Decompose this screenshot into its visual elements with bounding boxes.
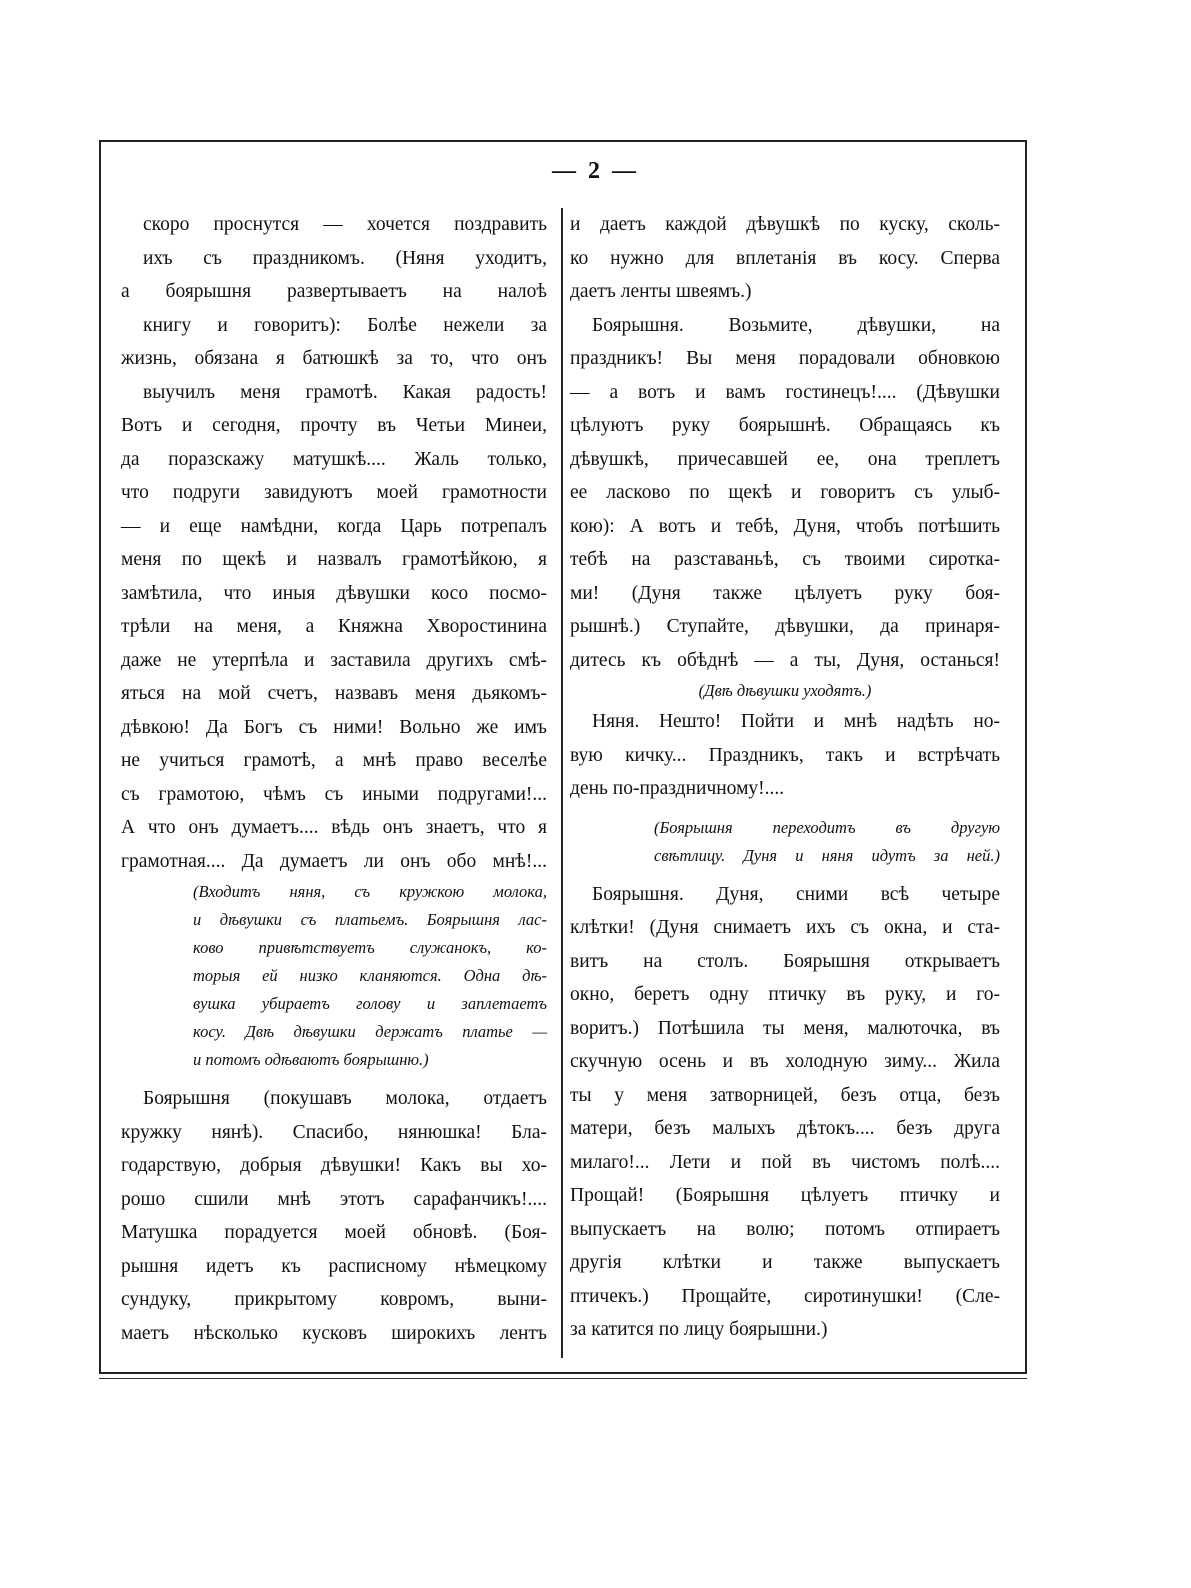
text-line: — а вотъ и вамъ гостинецъ!.... (Дѣвушки (570, 381, 1000, 403)
text-line: замѣтила, что иныя дѣвушки косо посмо- (121, 582, 547, 604)
text-line: яться на мой счетъ, назвавъ меня дьякомъ- (121, 683, 547, 704)
stage-line: торыя ей низко кланяются. Одна дѣ- (193, 966, 547, 985)
text-line: воритъ.) Потѣшила ты меня, малюточка, въ (570, 1017, 1000, 1039)
text-line: скучную осень и въ холодную зиму... Жила (570, 1051, 1000, 1072)
text-line: трѣли на меня, а Княжна Хворостинина (121, 616, 547, 637)
text-line: матери, безъ малыхъ дѣтокъ.... безъ друга (570, 1118, 1000, 1139)
text-line: за катится по лицу боярышни.) (570, 1319, 828, 1340)
text-line: витъ на столъ. Боярышня открываетъ (570, 950, 1000, 972)
text-line: рышня идетъ къ расписному нѣмецкому (121, 1255, 547, 1277)
text-line: Боярышня (покушавъ молока, отдаетъ (143, 1088, 547, 1109)
text-line: а боярышня развертываетъ на налоѣ (121, 281, 547, 302)
text-line: да поразскажу матушкѣ.... Жаль только, (121, 448, 547, 470)
text-line: годарствую, добрыя дѣвушки! Какъ вы хо- (121, 1155, 547, 1176)
right-column (570, 208, 1000, 1347)
bottom-rule-thin (99, 1378, 1027, 1379)
text-line: праздникъ! Вы меня порадовали обновкою (570, 348, 1000, 369)
text-line: Боярышня. Дуня, сними всѣ четыре (592, 883, 1000, 905)
text-line: ты у меня затворницей, безъ отца, безъ (570, 1084, 1000, 1106)
stage-direction (570, 814, 1000, 870)
text-line: скоро проснутся — хочется поздравить (143, 214, 547, 235)
bottom-rule (99, 1372, 1027, 1374)
text-line: дѣвушкѣ, причесавшей ее, она треплетъ (570, 448, 1000, 470)
stage-direction: (Двѣ дѣвушки уходятъ.) (698, 681, 872, 700)
text-line: книгу и говоритъ): Болѣе нежели за (143, 314, 547, 336)
text-line: и даетъ каждой дѣвушкѣ по куску, сколь- (570, 214, 1000, 235)
text-line: вую кичку... Праздникъ, такъ и встрѣчать (570, 744, 1000, 766)
text-line: милаго!... Лети и пой въ чистомъ полѣ.... (570, 1151, 1000, 1173)
text-line: жизнь, обязана я батюшкѣ за то, что онъ (121, 348, 547, 369)
text-line: что подруги завидуютъ моей грамотности (121, 482, 547, 503)
text-line: маетъ нѣсколько кусковъ широкихъ лентъ (121, 1322, 547, 1344)
stage-line: вушка убираетъ голову и заплетаетъ (193, 994, 547, 1013)
text-line: другія клѣтки и также выпускаетъ (570, 1252, 1000, 1273)
text-line: Вотъ и сегодня, прочту въ Четьи Минеи, (121, 415, 547, 436)
text-line: цѣлуютъ руку боярышнѣ. Обращаясь къ (570, 415, 1000, 436)
text-line: не учиться грамотѣ, а мнѣ право веселѣе (121, 750, 547, 771)
text-line: окно, беретъ одну птичку въ руку, и го- (570, 984, 1000, 1005)
stage-line: и потомъ одѣваютъ боярышню.) (193, 1050, 429, 1069)
text-line: рошо сшили мнѣ этотъ сарафанчикъ!.... (121, 1188, 547, 1210)
column-divider (561, 208, 563, 1358)
text-line: — и еще намѣдни, когда Царь потрепалъ (121, 515, 547, 537)
text-line: кою): А вотъ и тебѣ, Дуня, чтобъ потѣшить (570, 515, 1000, 537)
stage-direction (121, 878, 547, 1074)
stage-line: (Входитъ няня, съ кружкою молока, (193, 882, 547, 901)
stage-line: (Боярышня переходитъ въ другую (654, 817, 1000, 837)
text-line: дитесь къ обѣднѣ — а ты, Дуня, останься! (570, 649, 1000, 671)
text-line: кружку нянѣ). Спасибо, нянюшка! Бла- (121, 1121, 547, 1143)
text-line: птичекъ.) Прощайте, сиротинушки! (Сле- (570, 1285, 1000, 1307)
text-line: ко нужно для вплетанія въ косу. Сперва (570, 247, 1000, 269)
stage-line: свѣтлицу. Дуня и няня идутъ за ней.) (654, 845, 1000, 865)
text-line: выучилъ меня грамотѣ. Какая радость! (143, 381, 547, 403)
text-line: меня по щекѣ и назвалъ грамотѣйкою, я (121, 549, 547, 570)
stage-line: и дѣвушки съ платьемъ. Боярышня лас- (193, 910, 547, 929)
text-line: съ грамотою, чѣмъ съ иными подругами!... (121, 783, 547, 805)
text-line: рышнѣ.) Ступайте, дѣвушки, да принаря- (570, 616, 1000, 637)
text-line: даже не утерпѣла и заставила другихъ смѣ- (121, 649, 547, 671)
stage-line: ково привѣтствуетъ служанокъ, ко- (193, 938, 547, 957)
text-line: грамотная.... Да думаетъ ли онъ обо мнѣ!... (121, 850, 547, 872)
text-line: день по-праздничному!.... (570, 778, 785, 799)
text-line: ми! (Дуня также цѣлуетъ руку боя- (570, 582, 1000, 604)
text-line: ее ласково по щекѣ и говоритъ съ улыб- (570, 482, 1000, 503)
text-line: ихъ съ праздникомъ. (Няня уходитъ, (143, 247, 547, 269)
text-line: Боярышня. Возьмите, дѣвушки, на (592, 314, 1000, 336)
text-line: выпускаетъ на волю; потомъ отпираетъ (570, 1218, 1000, 1240)
page-number: — 2 — (552, 158, 639, 184)
left-column (121, 208, 547, 1350)
text-line: тебѣ на разставаньѣ, съ твоими сиротка- (570, 549, 1000, 570)
text-line: Няня. Нешто! Пойти и мнѣ надѣть но- (592, 711, 1000, 732)
text-line: А что онъ думаетъ.... вѣдь онъ знаетъ, что я (121, 817, 547, 838)
stage-line: косу. Двѣ дѣвушки держатъ платье — (193, 1022, 547, 1041)
text-line: клѣтки! (Дуня снимаетъ ихъ съ окна, и ста- (570, 917, 1000, 938)
text-line: сундуку, прикрытому ковромъ, выни- (121, 1289, 547, 1310)
text-line: Прощай! (Боярышня цѣлуетъ птичку и (570, 1185, 1000, 1206)
text-line: дѣвкою! Да Богъ съ ними! Вольно же имъ (121, 716, 547, 738)
text-line: даетъ ленты швеямъ.) (570, 281, 752, 302)
text-line: Матушка порадуется моей обновѣ. (Боя- (121, 1222, 547, 1243)
